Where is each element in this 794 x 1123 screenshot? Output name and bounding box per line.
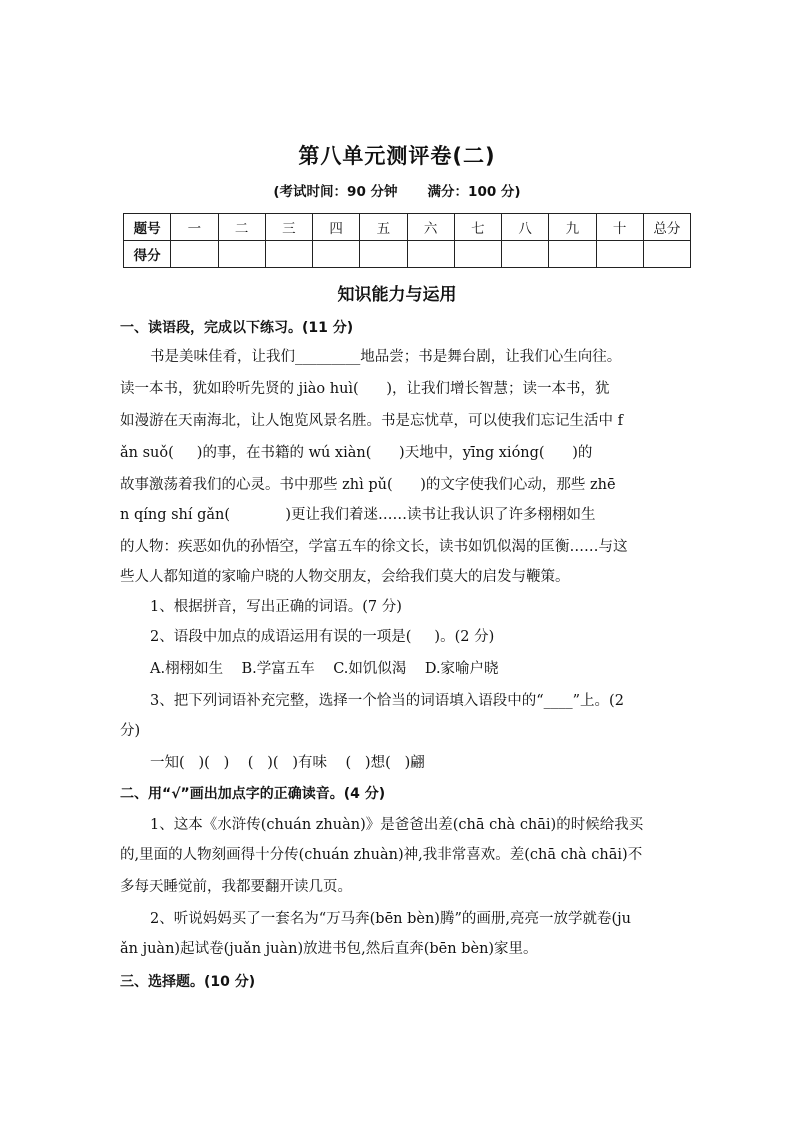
page-title: 第八单元测评卷(二) (298, 144, 496, 168)
score-cell: 题号 (124, 214, 171, 241)
score-cell: 二 (218, 214, 265, 241)
passage-line: 书是美味佳肴，让我们_________地品尝；书是舞台剧，让我们心生向往。 (150, 349, 622, 365)
passage-line: 读一本书，犹如聆听先贤的 jiào huì( )，让我们增长智慧；读一本书，犹 (120, 381, 610, 397)
exam-info (0, 180, 794, 200)
score-table-header-row (124, 214, 691, 241)
passage-line: 的人物：疾恶如仇的孙悟空，学富五车的徐文长，读书如饥似渴的匡衡……与这 (120, 539, 628, 555)
score-table-score-row (124, 241, 691, 268)
score-cell: 十 (596, 214, 643, 241)
score-input-cell[interactable] (360, 241, 407, 268)
q2-line: 多每天睡觉前，我都要翻开读几页。 (120, 879, 352, 895)
q1-sub3-cont: 分) (120, 723, 141, 739)
score-cell: 一 (171, 214, 218, 241)
passage-line: n qíng shí gǎn( )更让我们着迷……读书让我认识了许多栩栩如生 (120, 507, 596, 523)
score-cell: 六 (407, 214, 454, 241)
full-score: 满分：100 分) (427, 184, 521, 200)
section-title: 知识能力与运用 (337, 285, 457, 305)
score-input-cell[interactable] (265, 241, 312, 268)
score-input-cell[interactable] (313, 241, 360, 268)
score-cell: 得分 (124, 241, 171, 268)
passage-line: 故事激荡着我们的心灵。书中那些 zhì pǔ( )的文字使我们心动，那些 zhē (120, 477, 616, 493)
q1-sub1: 1、根据拼音，写出正确的词语。(7 分) (150, 599, 402, 615)
score-cell: 七 (454, 214, 501, 241)
passage-line: 些人人都知道的家喻户晓的人物交朋友，会给我们莫大的启发与鞭策。 (120, 569, 570, 585)
score-input-cell[interactable] (407, 241, 454, 268)
q2-line: 1、这本《水浒传(chuán zhuàn)》是爸爸出差(chā chà chāi)的时候给我买 (150, 817, 644, 833)
score-table (123, 213, 691, 268)
q2-line: ǎn juàn)起试卷(juǎn juàn)放进书包,然后直奔(bēn bèn)家里。 (120, 941, 538, 957)
score-input-cell[interactable] (596, 241, 643, 268)
passage-line: ǎn suǒ( )的事，在书籍的 wú xiàn( )天地中，yīng xióng( )的 (120, 445, 593, 461)
score-cell: 九 (549, 214, 596, 241)
score-cell: 总分 (643, 214, 690, 241)
q1-heading: 一、读语段，完成以下练习。(11 分) (120, 320, 354, 336)
q1-options: A.栩栩如生 B.学富五车 C.如饥似渴 D.家喻户晓 (150, 661, 499, 677)
score-input-cell[interactable] (218, 241, 265, 268)
q3-heading: 三、选择题。(10 分) (120, 974, 256, 990)
score-cell: 三 (265, 214, 312, 241)
passage-line: 如漫游在天南海北，让人饱览风景名胜。书是忘忧草，可以使我们忘记生活中 f (120, 413, 623, 429)
exam-time: (考试时间：90 分钟 (273, 184, 398, 200)
score-input-cell[interactable] (171, 241, 218, 268)
q1-fill-words: 一知( )( ) ( )( )有味 ( )想( )翩 (150, 755, 425, 771)
q2-heading: 二、用“√”画出加点字的正确读音。(4 分) (120, 786, 386, 802)
score-input-cell[interactable] (454, 241, 501, 268)
score-input-cell[interactable] (643, 241, 690, 268)
q2-line: 2、听说妈妈买了一套名为“万马奔(bēn bèn)腾”的画册,亮亮一放学就卷(ju (150, 911, 631, 927)
q1-sub3: 3、把下列词语补充完整，选择一个恰当的词语填入语段中的“____”上。(2 (150, 693, 624, 709)
score-cell: 四 (313, 214, 360, 241)
score-cell: 五 (360, 214, 407, 241)
score-cell: 八 (502, 214, 549, 241)
score-input-cell[interactable] (549, 241, 596, 268)
q1-sub2: 2、语段中加点的成语运用有误的一项是( )。(2 分) (150, 629, 495, 645)
q2-line: 的,里面的人物刻画得十分传(chuán zhuàn)神,我非常喜欢。差(chā chà chāi)不 (120, 847, 643, 863)
score-input-cell[interactable] (502, 241, 549, 268)
